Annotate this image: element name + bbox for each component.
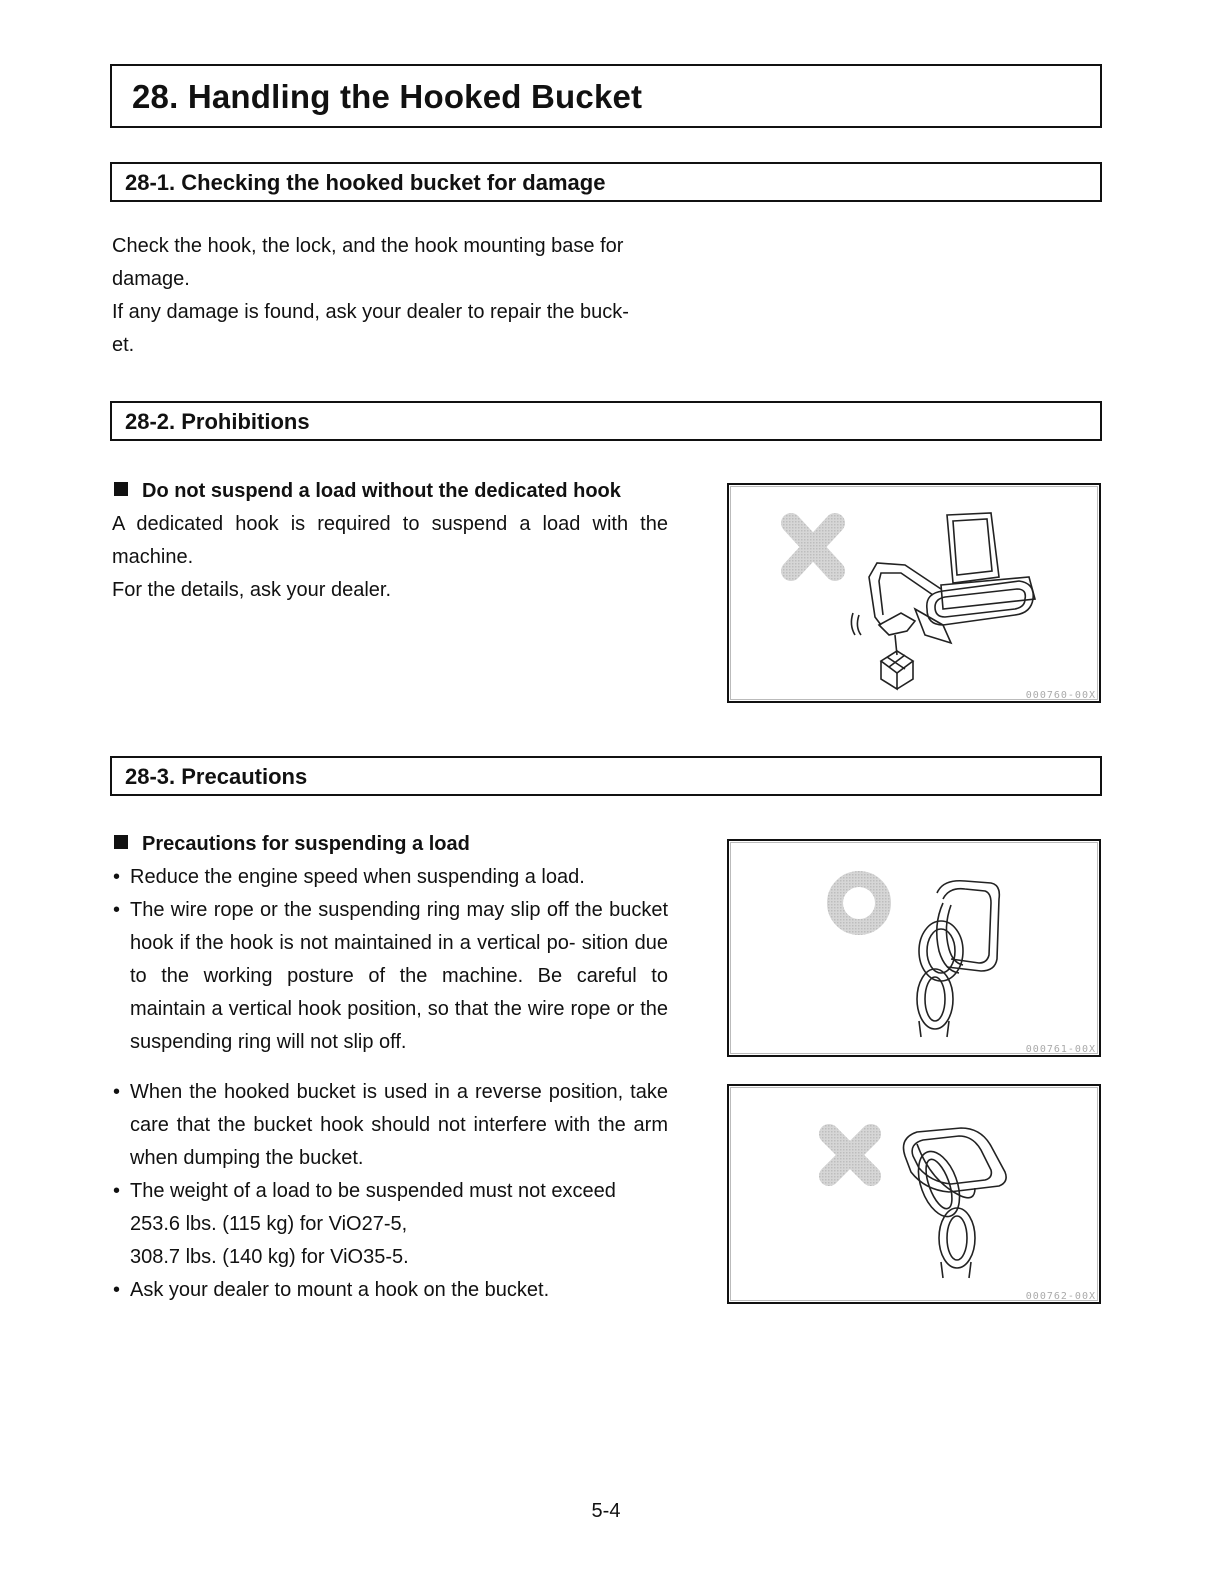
section-28-2-text <box>112 508 668 607</box>
prohibited-x-icon <box>791 523 835 571</box>
text-line: damage. <box>112 268 190 290</box>
figure-code: 000761-00X <box>1025 1044 1096 1055</box>
prohibited-x-icon <box>829 1134 871 1176</box>
bullet-dot: • <box>113 1081 121 1103</box>
subheading-precautions <box>114 828 470 861</box>
bullet-dot: • <box>113 899 121 921</box>
text-line: For the details, ask your dealer. <box>112 579 392 601</box>
list-item-text: 253.6 lbs. (115 kg) for ViO27-5, <box>130 1213 408 1235</box>
section-heading-28-1: 28-1. Checking the hooked bucket for damage <box>125 170 606 195</box>
precautions-list-a <box>110 861 668 1059</box>
text-line: machine. <box>112 546 194 568</box>
figure-code: 000760-00X <box>1025 690 1096 701</box>
excavator-illustration <box>729 485 1099 701</box>
section-heading-28-2: 28-2. Prohibitions <box>125 409 310 434</box>
bullet-dot: • <box>113 866 121 888</box>
subheading-prohibition <box>114 475 621 508</box>
text-line: et. <box>112 334 135 356</box>
section-28-1-text <box>112 230 692 362</box>
text-line: A dedicated hook is required to suspend a load with the <box>112 513 668 535</box>
list-item-text: Reduce the engine speed when suspending a load. <box>130 866 585 888</box>
list-item <box>110 1274 668 1307</box>
list-item-text: Ask your dealer to mount a hook on the bucket. <box>130 1279 550 1301</box>
chapter-title: 28. Handling the Hooked Bucket <box>132 78 643 115</box>
list-item <box>110 1175 668 1274</box>
figure-code: 000762-00X <box>1025 1291 1096 1302</box>
bullet-dot: • <box>113 1279 121 1301</box>
square-bullet-icon <box>114 482 128 496</box>
text-line: If any damage is found, ask your dealer to repair the buck- <box>112 301 629 323</box>
square-bullet-icon <box>114 835 128 849</box>
subheading-text: Precautions for suspending a load <box>142 833 470 855</box>
hook-correct-illustration <box>729 841 1099 1055</box>
section-heading-28-3: 28-3. Precautions <box>125 764 308 789</box>
bullet-dot: • <box>113 1180 121 1202</box>
list-item <box>110 861 668 894</box>
list-item-text: The wire rope or the suspending ring may slip off the bucket hook if the hook is not maintained in a vertical po- sition due to the working posture of the machine. Be careful to maintain a vertical hook position, so that the wire rope or the suspending ring will not slip off. <box>130 899 668 1053</box>
list-item-text: When the hooked bucket is used in a reverse position, take care that the bucket hook should not interfere with the arm when dumping the bucket. <box>130 1081 668 1169</box>
text-line: Check the hook, the lock, and the hook mounting base for <box>112 235 624 257</box>
list-item-text: 308.7 lbs. (140 kg) for ViO35-5. <box>130 1246 409 1268</box>
section-heading-box-28-2 <box>110 401 1102 441</box>
figure-hook-tilted-prohibited <box>727 1084 1101 1304</box>
list-item <box>110 894 668 1059</box>
section-heading-box-28-3 <box>110 756 1102 796</box>
list-item-text: The weight of a load to be suspended must not exceed <box>130 1180 616 1202</box>
correct-circle-icon <box>835 879 883 927</box>
figure-hook-vertical-correct <box>727 839 1101 1057</box>
precautions-list-b <box>110 1076 668 1307</box>
page-number: 5-4 <box>591 1500 621 1522</box>
section-heading-box-28-1 <box>110 162 1102 202</box>
list-item <box>110 1076 668 1175</box>
hook-tilted-illustration <box>729 1086 1099 1302</box>
subheading-text: Do not suspend a load without the dedicated hook <box>142 480 621 502</box>
figure-excavator-no-hook <box>727 483 1101 703</box>
chapter-title-box <box>110 64 1102 128</box>
